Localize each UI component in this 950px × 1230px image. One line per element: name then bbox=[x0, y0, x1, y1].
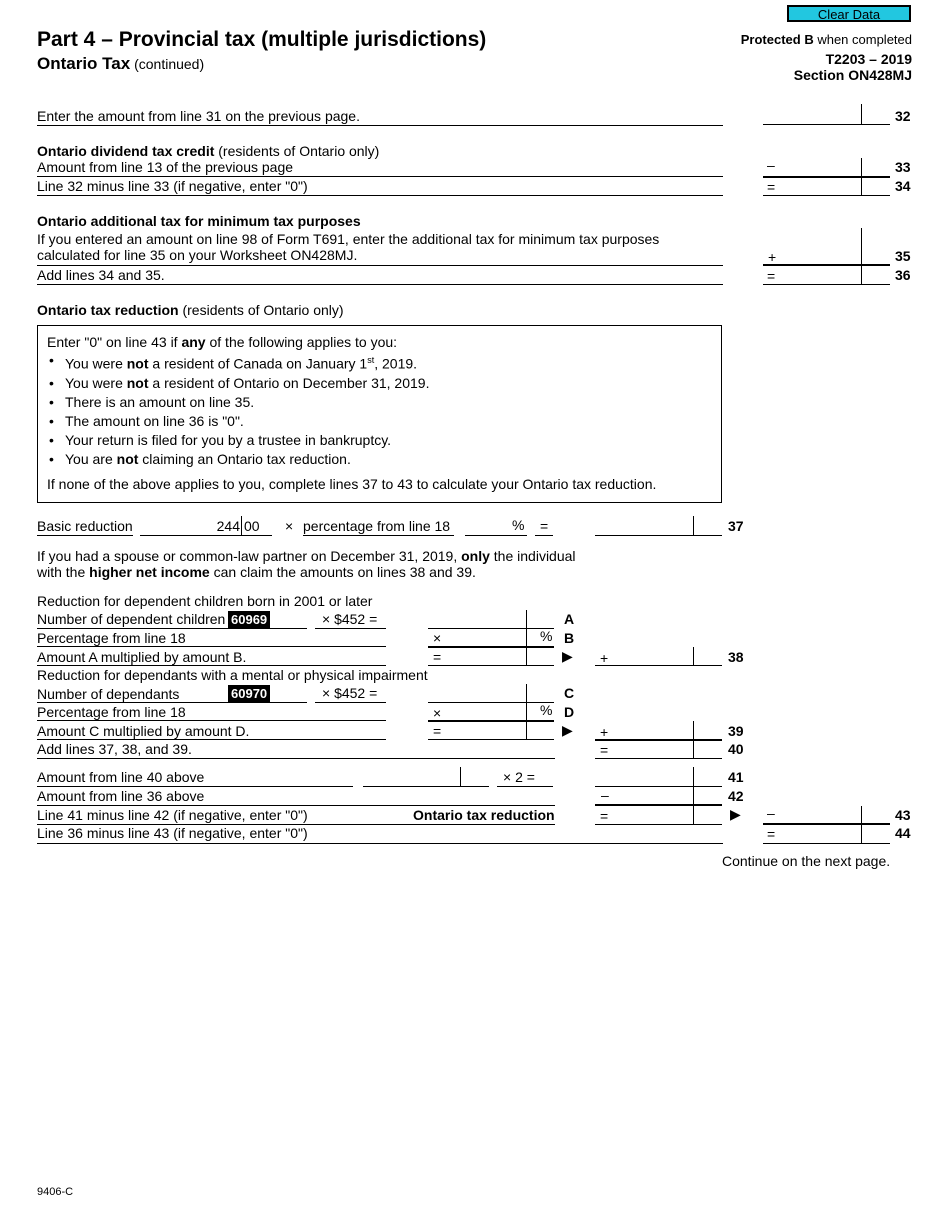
letter-a: A bbox=[564, 611, 575, 627]
children-amount-label: Amount A multiplied by amount B. bbox=[37, 649, 247, 665]
rule bbox=[535, 535, 553, 536]
children-count-label: Number of dependent children bbox=[37, 611, 226, 627]
percent-sign: % bbox=[540, 628, 553, 644]
cents-divider bbox=[861, 104, 862, 125]
line-40-field[interactable] bbox=[595, 740, 722, 759]
equals-sign: = bbox=[433, 649, 442, 665]
line-39-field[interactable] bbox=[595, 721, 722, 741]
line-41-label: Amount from line 40 above bbox=[37, 769, 205, 785]
impairment-heading: Reduction for dependants with a mental or physical impairment bbox=[37, 667, 428, 683]
line-43-label: Line 41 minus line 42 (if negative, enter "0") bbox=[37, 807, 308, 823]
rule bbox=[37, 195, 723, 196]
arrow-right-icon: ▶ bbox=[562, 722, 573, 738]
dependants-count-field[interactable] bbox=[272, 684, 307, 703]
line-42-label: Amount from line 36 above bbox=[37, 788, 205, 804]
children-heading: Reduction for dependent children born in 2001 or later bbox=[37, 593, 373, 609]
additional-tax-heading: Ontario additional tax for minimum tax purposes bbox=[37, 213, 361, 229]
amount-c-field[interactable] bbox=[428, 684, 554, 703]
protected-label: Protected B when completed bbox=[740, 32, 912, 47]
cents-divider bbox=[241, 516, 242, 535]
clear-data-button[interactable]: Clear Data bbox=[787, 5, 911, 22]
times-two: × 2 = bbox=[503, 769, 535, 785]
ontario-tax-reduction-label: Ontario tax reduction bbox=[413, 807, 555, 823]
plus-sign: + bbox=[600, 724, 609, 740]
minus-sign: – bbox=[601, 787, 609, 803]
impairment-count-label: Number of dependants bbox=[37, 686, 180, 702]
amount-d-field[interactable] bbox=[428, 702, 554, 722]
amount-a-field[interactable] bbox=[428, 610, 554, 629]
rule bbox=[303, 535, 454, 536]
equals-sign: = bbox=[767, 826, 776, 842]
line-number-34: 34 bbox=[895, 178, 911, 194]
equals-sign: = bbox=[600, 742, 609, 758]
line-32-rule bbox=[37, 125, 723, 126]
line-number-41: 41 bbox=[728, 769, 744, 785]
plus-sign: + bbox=[600, 650, 609, 666]
line-number-33: 33 bbox=[895, 159, 911, 175]
rule bbox=[37, 720, 386, 721]
rule bbox=[315, 628, 386, 629]
line-34-label: Line 32 minus line 33 (if negative, enter "0") bbox=[37, 178, 308, 194]
children-count-field[interactable] bbox=[272, 610, 307, 629]
line-number-43: 43 bbox=[895, 807, 911, 823]
continue-note: Continue on the next page. bbox=[722, 853, 891, 869]
line-number-36: 36 bbox=[895, 267, 911, 283]
condition-item: • There is an amount on line 35. bbox=[47, 393, 429, 412]
percent-sign: % bbox=[512, 517, 525, 533]
rule bbox=[37, 739, 386, 740]
rule bbox=[37, 702, 307, 703]
line-43-calc-field[interactable] bbox=[595, 806, 722, 825]
condition-item: • The amount on line 36 is "0". bbox=[47, 412, 429, 431]
rule bbox=[497, 786, 553, 787]
cents-divider bbox=[693, 647, 694, 666]
times-sign: × bbox=[285, 518, 294, 534]
impairment-pct-label: Percentage from line 18 bbox=[37, 704, 186, 720]
line-number-44: 44 bbox=[895, 825, 911, 841]
line-36-label: Add lines 34 and 35. bbox=[37, 267, 165, 283]
condition-item: • You were not a resident of Canada on January 1st, 2019. bbox=[47, 351, 429, 374]
equals-sign: = bbox=[767, 268, 776, 284]
equals-sign: = bbox=[540, 518, 549, 534]
line-number-32: 32 bbox=[895, 108, 911, 124]
spouse-note-2: with the higher net income can claim the amounts on lines 38 and 39. bbox=[37, 564, 476, 580]
rule bbox=[37, 284, 723, 285]
equals-sign: = bbox=[600, 808, 609, 824]
minus-sign: – bbox=[767, 157, 775, 173]
condition-item: • You are not claiming an Ontario tax reduction. bbox=[47, 450, 429, 469]
line-33-field[interactable] bbox=[763, 158, 890, 178]
line-number-42: 42 bbox=[728, 788, 744, 804]
page-subtitle: Ontario Tax (continued) bbox=[37, 54, 205, 73]
rule bbox=[37, 176, 723, 177]
children-pct-label: Percentage from line 18 bbox=[37, 630, 186, 646]
line-37-field[interactable] bbox=[595, 516, 722, 536]
impairment-multiplier: × $452 = bbox=[322, 685, 378, 701]
cents-divider bbox=[460, 767, 461, 787]
line-35-label-2: calculated for line 35 on your Worksheet ON428MJ. bbox=[37, 247, 358, 263]
basic-pct-label: percentage from line 18 bbox=[303, 518, 451, 534]
amount-b-field[interactable] bbox=[428, 628, 554, 648]
line-34-field[interactable] bbox=[763, 177, 890, 196]
arrow-right-icon: ▶ bbox=[562, 648, 573, 664]
times-sign: × bbox=[433, 630, 442, 646]
line-42-field[interactable] bbox=[595, 787, 722, 806]
amount-cd-field[interactable] bbox=[428, 722, 554, 740]
rule bbox=[37, 265, 723, 266]
line-35-field[interactable] bbox=[763, 228, 890, 266]
line-number-39: 39 bbox=[728, 723, 744, 739]
field-code-60969: 60969 bbox=[228, 611, 270, 628]
line-number-37: 37 bbox=[728, 518, 744, 534]
conditions-list bbox=[47, 351, 429, 469]
rule bbox=[37, 646, 386, 647]
plus-sign: + bbox=[768, 249, 777, 265]
letter-c: C bbox=[564, 685, 575, 701]
section-id: Section ON428MJ bbox=[793, 67, 912, 83]
condition-item: • You were not a resident of Ontario on December 31, 2019. bbox=[47, 374, 429, 393]
arrow-right-icon: ▶ bbox=[730, 806, 741, 822]
line-36-field[interactable] bbox=[763, 266, 890, 285]
minus-sign: – bbox=[767, 805, 775, 821]
rule bbox=[37, 843, 723, 844]
line-44-label: Line 36 minus line 43 (if negative, enter "0") bbox=[37, 825, 308, 841]
line-number-35: 35 bbox=[895, 248, 911, 264]
line-44-field[interactable] bbox=[763, 825, 890, 844]
field-code-60970: 60970 bbox=[228, 685, 270, 702]
line-33-label: Amount from line 13 of the previous page bbox=[37, 159, 294, 175]
rule bbox=[315, 702, 386, 703]
tax-reduction-heading: Ontario tax reduction (residents of Ontario only) bbox=[37, 302, 344, 318]
rule bbox=[37, 628, 307, 629]
basic-amount-cents: 00 bbox=[244, 518, 260, 534]
conditions-intro: Enter "0" on line 43 if any of the following applies to you: bbox=[47, 334, 398, 350]
conditions-footer: If none of the above applies to you, complete lines 37 to 43 to calculate your Ontario tax reduction. bbox=[47, 476, 657, 492]
rule bbox=[37, 786, 353, 787]
rule bbox=[37, 758, 555, 759]
condition-item: • Your return is filed for you by a trustee in bankruptcy. bbox=[47, 431, 429, 450]
line-40-label: Add lines 37, 38, and 39. bbox=[37, 741, 192, 757]
children-multiplier: × $452 = bbox=[322, 611, 378, 627]
rule bbox=[37, 535, 133, 536]
amount-ab-field[interactable] bbox=[428, 648, 554, 666]
page-title: Part 4 – Provincial tax (multiple jurisdictions) bbox=[37, 28, 487, 51]
basic-reduction-label: Basic reduction bbox=[37, 518, 133, 534]
line-35-label-1: If you entered an amount on line 98 of Form T691, enter the additional tax for minimum tax purposes bbox=[37, 231, 660, 247]
form-id: T2203 – 2019 bbox=[825, 51, 912, 67]
line-32-label: Enter the amount from line 31 on the previous page. bbox=[37, 108, 360, 124]
conditions-box bbox=[37, 325, 722, 503]
line-43-field[interactable] bbox=[763, 806, 890, 825]
letter-d: D bbox=[564, 704, 575, 720]
line-number-38: 38 bbox=[728, 649, 744, 665]
percent-sign: % bbox=[540, 702, 553, 718]
letter-b: B bbox=[564, 630, 575, 646]
impairment-amount-label: Amount C multiplied by amount D. bbox=[37, 723, 250, 739]
equals-sign: = bbox=[433, 723, 442, 739]
equals-sign: = bbox=[767, 179, 776, 195]
line-number-40: 40 bbox=[728, 741, 744, 757]
dividend-heading: Ontario dividend tax credit (residents of Ontario only) bbox=[37, 143, 380, 159]
form-code: 9406-C bbox=[37, 1186, 74, 1198]
rule bbox=[140, 535, 272, 536]
rule bbox=[37, 805, 555, 806]
rule bbox=[37, 665, 386, 666]
line-41-field[interactable] bbox=[595, 767, 722, 787]
line-32-field[interactable] bbox=[763, 104, 890, 125]
line-38-field[interactable] bbox=[595, 647, 722, 666]
times-sign: × bbox=[433, 705, 442, 721]
basic-amount-dollars: 244 bbox=[216, 518, 240, 534]
line-41-input-field[interactable] bbox=[363, 767, 489, 787]
cents-divider bbox=[693, 516, 694, 536]
spouse-note-1: If you had a spouse or common-law partner on December 31, 2019, only the individual bbox=[37, 548, 576, 564]
